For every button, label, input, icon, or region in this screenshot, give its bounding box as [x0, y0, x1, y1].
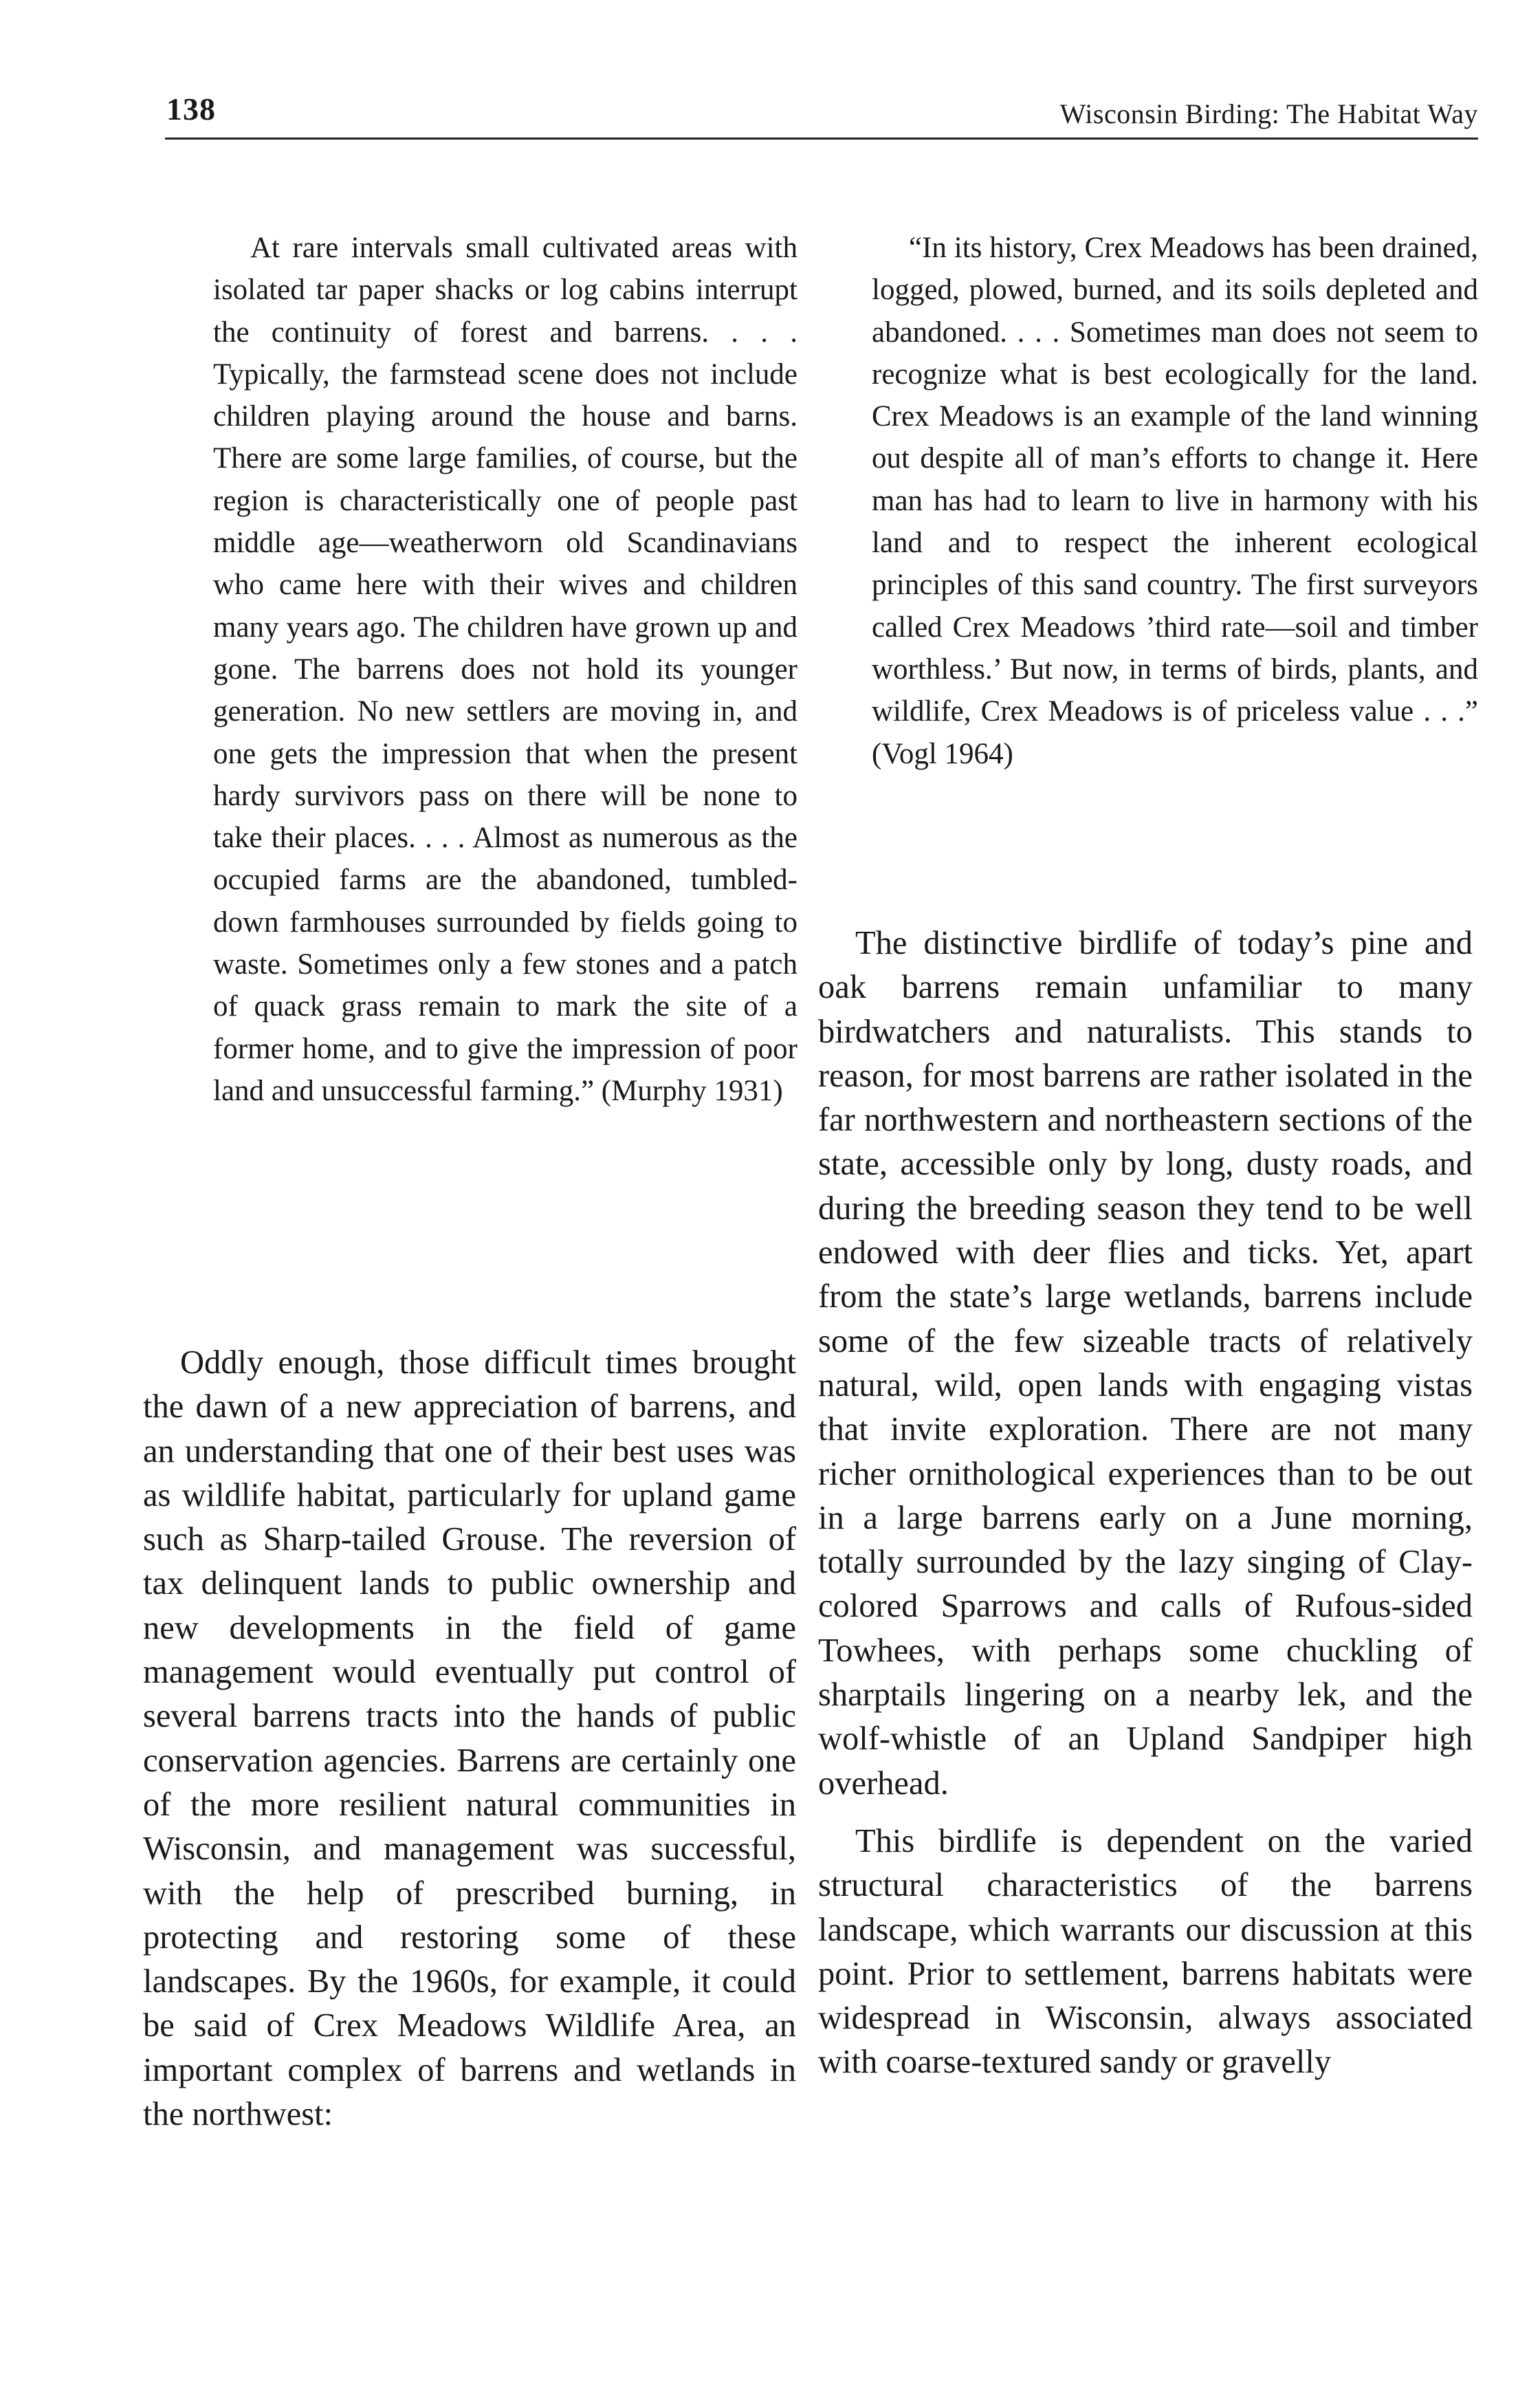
- paragraph-oddly-enough: Oddly enough, those difficult times brought the dawn of a new appreciation of barrens, and an understanding that one of their best uses was as wildlife habitat, particularly for upland game such as Sharp-tailed Grouse. The reversion of tax delinquent lands to public ownership and new developments in the field of game management would eventually put control of several barrens tracts into the hands of public conservation agencies. Barrens are certainly one of the more resilient natural communities in Wisconsin, and management was successful, with the help of prescribed burning, in protecting and restoring some of these landscapes. By the 1960s, for example, it could be said of Crex Meadows Wildlife Area, an important complex of barrens and wetlands in the northwest:: [143, 1344, 796, 2133]
- right-body-paragraphs: [818, 921, 1473, 2085]
- left-body-paragraph: [143, 1341, 796, 2137]
- right-block-quote: [872, 227, 1478, 775]
- quote-vogl: “In its history, Crex Meadows has been drained, logged, plowed, burned, and its soils depleted and abandoned. . . . Sometimes man does not seem to recognize what is best ecologically for the land. Crex Meadows is an example of the land winning out despite all of man’s efforts to change it. Here man has had to learn to live in harmony with his land and to respect the inherent ecological principles of this sand country. The first surveyors called Crex Meadows ’third rate—soil and timber worthless.’ But now, in terms of birds, plants, and wildlife, Crex Meadows is of priceless value . . .” (Vogl 1964): [872, 232, 1478, 770]
- quote-murphy: At rare intervals small cultivated areas with isolated tar paper shacks or log cabins interrupt the continuity of forest and barrens. . . . Typically, the farmstead scene does not include children playing around the house and barns. There are some large families, of course, but the region is characteristically one of people past middle age—weatherworn old Scandinavians who came here with their wives and children many years ago. The children have grown up and gone. The barrens does not hold its younger generation. No new settlers are moving in, and one gets the impression that when the present hardy survivors pass on there will be none to take their places. . . . Almost as numerous as the occupied farms are the abandoned, tumbled-down farmhouses surrounded by fields going to waste. Sometimes only a few stones and a patch of quack grass remain to mark the site of a former home, and to give the impression of poor land and unsuccessful farming.” (Murphy 1931): [213, 232, 798, 1107]
- left-block-quote: [213, 227, 798, 1112]
- paragraph-distinctive-birdlife: The distinctive birdlife of today’s pine and oak barrens remain unfamiliar to many birdwatchers and naturalists. This stands to reason, for most barrens are rather isolated in the far northwestern and northeastern sections of the state, accessible only by long, dusty roads, and during the breeding season they tend to be well endowed with deer flies and ticks. Yet, apart from the state’s large wetlands, barrens include some of the few sizeable tracts of relatively natural, wild, open lands with engaging vistas that invite exploration. There are not many richer ornithological experiences than to be out in a large barrens early on a June morning, totally surrounded by the lazy singing of Clay-colored Sparrows and calls of Rufous-sided Towhees, with perhaps some chuckling of sharptails lingering on a nearby lek, and the wolf-whistle of an Upland Sandpiper high overhead.: [818, 925, 1473, 1802]
- page-header: [165, 88, 1478, 140]
- page-number: 138: [166, 91, 216, 127]
- paragraph-birdlife-dependent: This birdlife is dependent on the varied structural characteristics of the barrens landscape, which warrants our discussion at this point. Prior to settlement, barrens habitats were widespread in Wisconsin, always associated with coarse-textured sandy or gravelly: [818, 1822, 1473, 2081]
- running-title: Wisconsin Birding: The Habitat Way: [1059, 98, 1478, 129]
